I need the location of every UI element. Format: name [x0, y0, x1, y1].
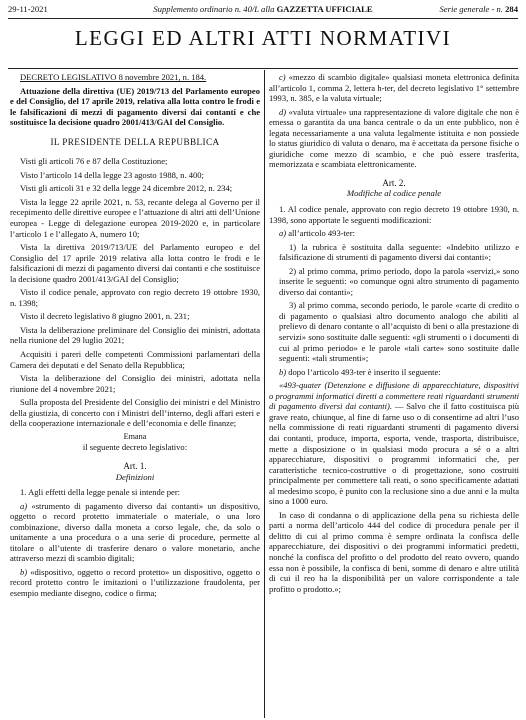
amendment-a-3: 3) al primo comma, secondo periodo, le parole «carte di credito o di pagamento o qualsiasi altro documento analogo che abiliti al prelievo di denaro contante o all’acquisto di beni o alla prestazione di servizi» sono sostituite dalle seguenti: «gli strumenti o i documenti di cui al primo periodo» e le parole «tali carte» sono sostituite dalle seguenti: «tali strumenti»;: [279, 300, 519, 364]
article-493-quater-title: «493-quater (Detenzione e diffusione di apparecchiature, dispositivi o programmi informatici diretti a commettere reati riguardanti strumenti di pagamento diversi dai contanti).: [269, 380, 519, 412]
letter-c: c): [279, 72, 286, 82]
amendment-a: [269, 228, 519, 239]
issue-number: 284: [505, 4, 518, 14]
recital-4: Vista la legge 22 aprile 2021, n. 53, recante delega al Governo per il recepimento delle direttive europee e l’attuazione di altri atti dell’Unione europea - Legge di delegazione europea 2019-2020 e, in particolare l’articolo 1 e l’allegato A, numero 10;: [10, 196, 260, 239]
column-divider: [264, 70, 265, 718]
definition-d-text: «valuta virtuale» una rappresentazione di valore digitale che non è emessa o garantita da una banca centrale o da un ente pubblico, non è legata necessariamente a una valuta legalmente istituita e non possiede lo status giuridico di valuta o denaro, ma è accettata da persone fisiche o giuridiche come mezzo di scambio, e che può essere trasferita, memorizzata e scambiata elettronicamente.: [269, 106, 519, 170]
amendment-b: [269, 367, 519, 378]
supplement-label: Supplemento ordinario n. 40/L alla: [153, 4, 277, 14]
recital-10: Vista la deliberazione del Consiglio dei ministri, adottata nella riunione del 4 novembre 2021;: [10, 373, 260, 394]
article-1-intro: 1. Agli effetti della legge penale si intende per:: [20, 487, 181, 498]
amendment-a-text: all’articolo 493-ter:: [286, 228, 355, 239]
gazette-name: GAZZETTA UFFICIALE: [276, 4, 373, 14]
section-title: LEGGI ED ALTRI ATTI NORMATIVI: [74, 26, 452, 50]
confisca-paragraph: In caso di condanna o di applicazione della pena su richiesta delle parti a norma dell’articolo 444 del codice di procedura penale per il delitto di cui al primo comma è sempre ordinata la confisca delle apparecchiature, dei dispositivi o dei programmi informatici predetti, nonché la confisca del profitto o del prodotto del reato ovvero, quando essa non è possibile, la confisca di beni, somme di denaro e altre utilità di cui il reo ha la disponibilità per un valore corrispondente a tale profitto o prodotto.»;: [269, 509, 519, 594]
amendment-a-1: 1) la rubrica è sostituita dalla seguente: «Indebito utilizzo e falsificazione di strumenti di pagamento diversi dai contanti»;: [279, 241, 519, 263]
definition-c-text: «mezzo di scambio digitale» qualsiasi moneta elettronica definita all’articolo 1, comma 2, lettera h-ter, del decreto legislativo 1° settembre 1993, n. 385, e la valuta virtuale;: [269, 72, 519, 104]
header-rule: [8, 18, 518, 19]
emana-heading: Emana: [123, 431, 147, 441]
definition-d: [269, 107, 519, 170]
letter-amend-b: b): [279, 366, 287, 377]
letter-d: d): [279, 106, 287, 117]
letter-a: a): [20, 500, 28, 511]
article-2-intro: 1. Al codice penale, approvato con regio decreto 19 ottobre 1930, n. 1398, sono apportate le seguenti modificazioni:: [269, 204, 519, 225]
definition-b-text: «dispositivo, oggetto o record protetto» un dispositivo, oggetto o record protetto contro le imitazioni o l’utilizzazione fraudolenta, per esempio mediante disegno, codice o firma;: [10, 566, 260, 598]
recital-9: Acquisiti i pareri delle competenti Commissioni parlamentari della Camera dei deputati e del Senato della Repubblica;: [10, 349, 260, 370]
title-rule: [8, 68, 518, 69]
recital-11: Sulla proposta del Presidente del Consiglio dei ministri e del Ministro della giustizia, di concerto con i Ministri dell’interno, degli affari esteri e della cooperazione internazionale e dell’economia e delle finanze;: [10, 397, 260, 429]
recital-3: Visti gli articoli 31 e 32 della legge 24 dicembre 2012, n. 234;: [20, 183, 233, 194]
definition-a-text: «strumento di pagamento diverso dai contanti» un dispositivo, oggetto o record protetto immateriale o materiale, o una loro combinazione, diverso dalla moneta a corso legale, che, da solo o unitamente a una procedura o a una serie di procedure, permette al titolare o all’utente di trasferire denaro o valore monetario, anche attraverso mezzi di scambio digitali;: [10, 500, 260, 564]
article-2-title: Modifiche al codice penale: [346, 188, 442, 199]
right-column: [269, 72, 519, 594]
series-label: Serie generale - n.: [439, 4, 506, 14]
recital-7: Visto il decreto legislativo 8 giugno 2001, n. 231;: [20, 311, 190, 322]
series-info: [439, 4, 518, 14]
decree-title: Attuazione della direttiva (UE) 2019/713 del Parlamento europeo e del Consiglio, del 17 aprile 2019, relativa alla lotta contro le frodi e le falsificazioni di mezzi di pagamento diversi dai contanti e che sostituisce la decisione quadro 2001/413/GAI del Consiglio.: [10, 85, 260, 128]
article-493-quater: [269, 380, 519, 507]
article-493-quater-body: — Salvo che il fatto costituisca più grave reato, chiunque, al fine di farne uso o di consentirne ad altri l’uso nella commissione di reati riguardanti strumenti di pagamento diversi dai contanti, produce, importa, esporta, vende, trasporta, distribuisce, mette a disposizione o in qualsiasi modo procura a sé o a altri apparecchiature, dispositivi o programmi informatici che, per caratteristiche tecnico-costruttive o di progettazione, sono costruiti principalmente per commettere tali reati, o sono specificamente adattati al medesimo scopo, è punito con la reclusione sino a due anni e la multa sino a 1000 euro.: [269, 401, 519, 507]
page-header: [8, 4, 518, 16]
definition-a: [10, 501, 260, 564]
article-1-title: Definizioni: [115, 471, 155, 482]
recital-5: Vista la direttiva 2019/713/UE del Parlamento europeo e del Consiglio del 17 aprile 2019 relativa alla lotta contro le frodi e le falsificazioni di mezzi di pagamento diversi dai contanti e che sostituisce la decisione quadro 2001/413/GAI del Consiglio;: [10, 242, 260, 284]
amendment-b-text: dopo l’articolo 493-ter è inserito il seguente:: [286, 366, 441, 377]
definition-c: [269, 72, 519, 104]
president-heading: IL PRESIDENTE DELLA REPUBBLICA: [50, 136, 220, 147]
definition-b: [10, 567, 260, 599]
left-column: [10, 72, 260, 599]
recital-2: Visto l’articolo 14 della legge 23 agosto 1988, n. 400;: [20, 169, 204, 180]
issue-date: 29-11-2021: [8, 4, 48, 14]
letter-amend-a: a): [279, 228, 287, 239]
letter-b: b): [20, 566, 28, 577]
recital-6: Visto il codice penale, approvato con regio decreto 19 ottobre 1930, n. 1398;: [10, 287, 260, 308]
recital-1: Visti gli articoli 76 e 87 della Costituzione;: [20, 156, 168, 167]
amendment-a-2: 2) al primo comma, primo periodo, dopo la parola «servizi,» sono inserite le seguenti: «o comunque ogni altro strumento di pagamento diverso dai contanti»;: [279, 265, 519, 297]
emana-text: il seguente decreto legislativo:: [82, 442, 188, 453]
recital-8: Vista la deliberazione preliminare del Consiglio dei ministri, adottata nella riunione del 29 luglio 2021;: [10, 324, 260, 346]
article-1-heading: Art. 1.: [123, 460, 147, 471]
decree-reference: DECRETO LEGISLATIVO 8 novembre 2021, n. 184.: [20, 72, 207, 82]
article-2-heading: Art. 2.: [382, 177, 406, 188]
